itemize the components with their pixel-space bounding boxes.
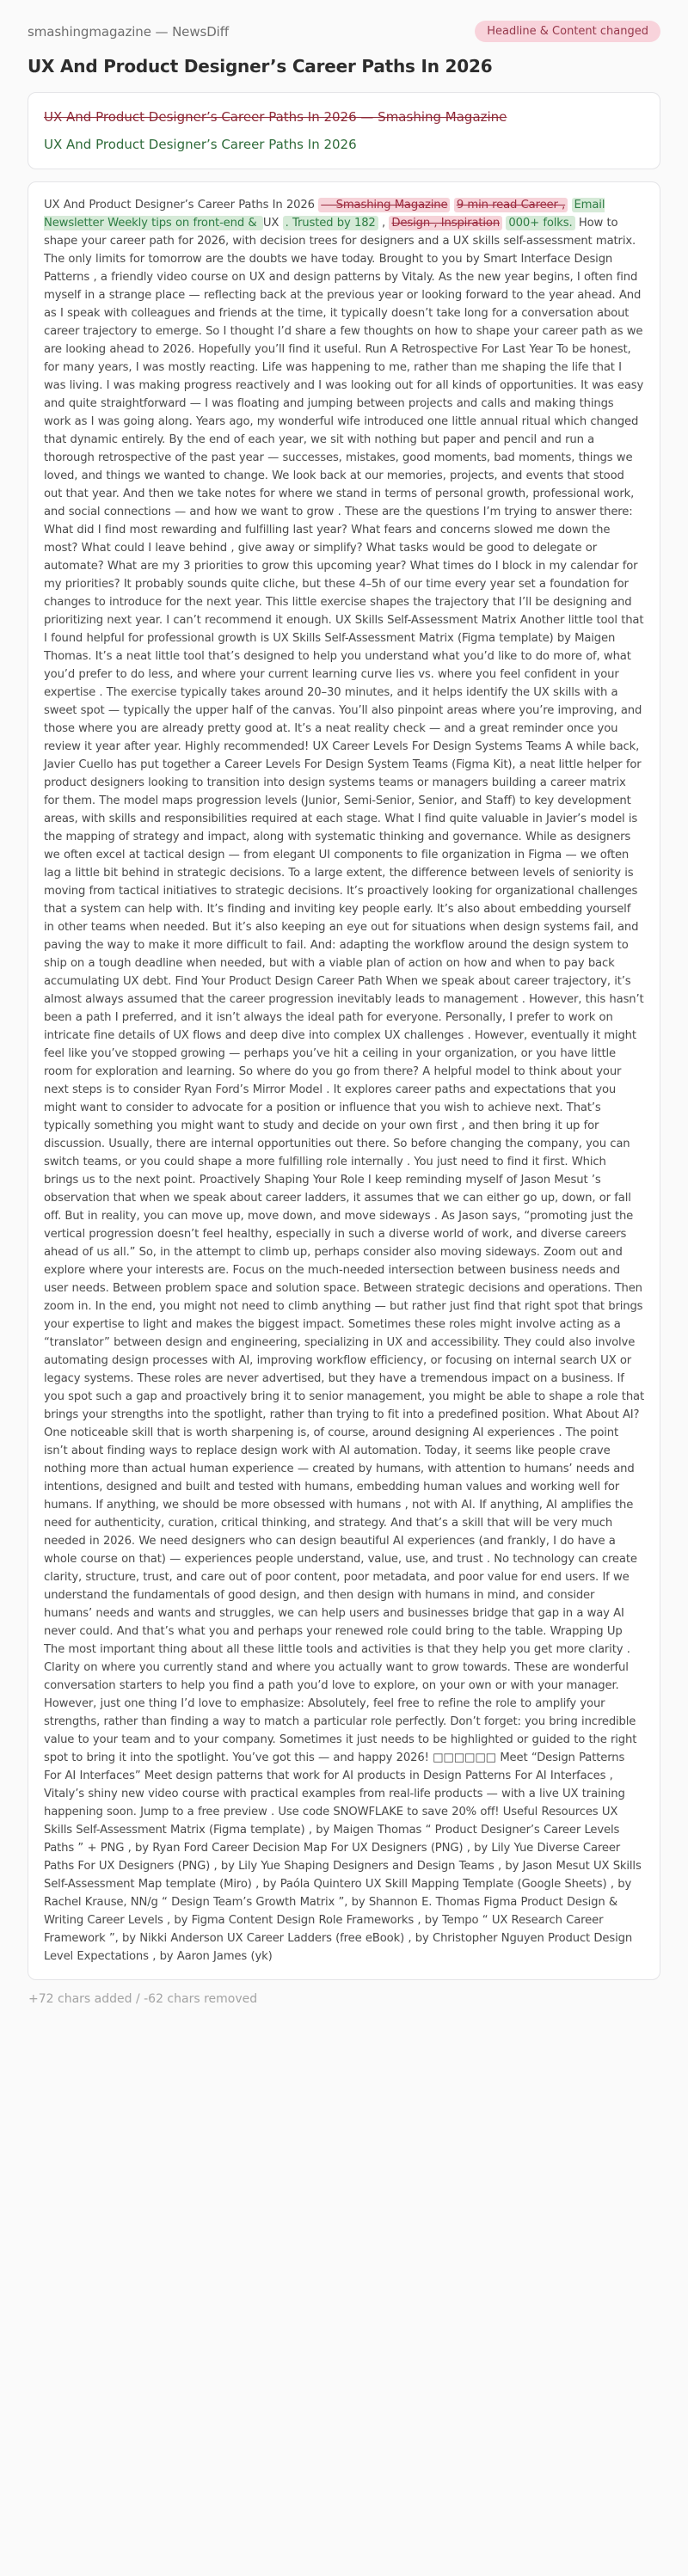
page-title: UX And Product Designer’s Career Paths In 2026 [28, 56, 493, 77]
diff-stats: +72 chars added / -62 chars removed [28, 1992, 258, 2006]
diff-segment-del: — Smashing Magazine [318, 198, 450, 212]
content-diff-text [44, 196, 644, 1966]
diff-segment-plain: UX And Product Designer’s Career Paths In 2026 [44, 199, 319, 212]
headline-diff-card [28, 92, 660, 169]
source-label: smashingmagazine — NewsDiff [28, 23, 230, 40]
diff-segment-plain: How to shape your career path for 2026, with decision trees for designers and a UX skills self-assessment matrix. The only limits for tomorrow are the doubts we have today. Brought to you by Smart Interface Design Patterns , a friendly video course on UX and design patterns by Vitaly. As the new year begins, I often find myself in a strange place — reflecting back at the previous year or looking forward to the year ahead. And as I speak with colleagues and friends at the time, it typically doesn’t take long for a conversation about career trajectory to emerge. So I thought I’d share a few thoughts on how to shape your career path as we are looking ahead to 2026. Hopefully you’ll find it useful. Run A Retrospective For Last Year To be honest, for many years, I was mostly reacting. Life was happening to me, rather than me shaping the life that I was living. I was making progress reactively and I was looking out for all kinds of opportunities. It was easy and quite straightforward — I was floating and jumping between projects and calls and making things work as I was going along. Years ago, my wonderful wife introduced one little annual ritual which changed that dynamic entirely. By the end of each year, we sit with nothing but paper and pencil and run a thorough retrospective of the past year — successes, mistakes, good moments, bad moments, things we loved, and things we wanted to change. We look back at our memories, projects, and events that stood out that year. And then we take notes for where we stand in terms of personal growth, professional work, and social connections — and how we want to grow . These are the questions I’m trying to answer there: What did I find most rewarding and fulfilling last year? What fears and concerns slowed me down the most? What could I leave behind , give away or simplify? What tasks would be good to delegate or automate? What are my 3 priorities to grow this upcoming year? What times do I block in my calendar for my priorities? It probably sounds quite cliche, but these 4–5h of our time every year set a foundation for changes to introduce for the next year. This little exercise shapes the trajectory that I’ll be designing and prioritizing next year. I can’t recommend it enough. UX Skills Self-Assessment Matrix Another little tool that I found helpful for professional growth is UX Skills Self-Assessment Matrix (Figma template) by Maigen Thomas. It’s a neat little tool that’s designed to help you understand what you’d like to do more of, what you’d prefer to do less, and where your current learning curve lies vs. where you feel confident in your expertise . The exercise typically takes around 20–30 minutes, and it helps identify the UX skills with a sweet spot — typically the upper half of the canvas. You’ll also pinpoint areas where you’re improving, and those where you are already pretty good at. It’s a neat reality check — and a great reminder once you review it year after year. Highly recommended! UX Career Levels For Design Systems Teams A while back, Javier Cuello has put together a Career Levels For Design System Teams (Figma Kit), a neat little helper for product designers looking to transition into design systems teams or managers building a career matrix for them. The model maps progression levels (Junior, Semi-Senior, Senior, and Staff) to key development areas, with skills and responsibilities required at each stage. What I find quite valuable in Javier’s model is the mapping of strategy and impact, along with systematic thinking and governance. While as designers we often excel at tactical design — from elegant UI components to file organization in Figma — we often lag a little bit behind in strategic decisions. To a large extent, the difference between levels of seniority is moving from tactical initiatives to strategic decisions. It’s proactively looking for organizational challenges that a system can help with. It’s finding and inviting key people early. It’s also about embedding yourself in other teams when needed. But it’s also keeping an eye out for situations when design systems fail, and paving the way to make it more difficult to fail. And: adapting the workflow around the design system to ship on a tough deadline when needed, but with a viable plan of action on how and when to pay back accumulating UX debt. Find Your Product Design Career Path When we speak about career trajectory, it’s almost always assumed that the career progression inevitably leads to management . However, this hasn’t been a path I preferred, and it isn’t always the ideal path for everyone. Personally, I prefer to work on intricate fine details of UX flows and deep dive into complex UX challenges . However, eventually it might feel like you’ve stopped growing — perhaps you’ve hit a ceiling in your organization, or you have little room for exploration and learning. So where do you go from there? A helpful model to think about your next steps is to consider Ryan Ford’s Mirror Model . It explores career paths and expectations that you might want to consider to advocate for a position or influence that you wish to achieve next. That’s typically something you might want to study and decide on your own first , and then bring it up for discussion. Usually, there are internal opportunities out there. So before changing the company, you can switch teams, or you could shape a more fulfilling role internally . You just need to find it first. Which brings us to the next point. Proactively Shaping Your Role I keep reminding myself of Jason Mesut ’s observation that when we speak about career ladders, it assumes that we can either go up, down, or fall off. But in reality, you can move up, move down, and move sideways . As Jason says, “promoting just the vertical progression doesn’t feel healthy, especially in such a diverse world of work, and diverse careers ahead of us all.” So, in the attempt to climb up, perhaps consider also moving sideways. Zoom out and explore where your interests are. Focus on the much-needed intersection between business needs and user needs. Between problem space and solution space. Between strategic decisions and operations. Then zoom in. In the end, you might not need to climb anything — but rather just find that right spot that brings your expertise to light and makes the biggest impact. Sometimes these roles might involve acting as a “translator” between design and engineering, specializing in UX and accessibility. They could also involve automating design processes with AI, improving workflow efficiency, or focusing on internal search UX or legacy systems. These roles are never advertised, but they have a tremendous impact on a business. If you spot such a gap and proactively bring it to senior management, you might be able to shape a role that brings your strengths into the spotlight, rather than trying to fit into a predefined position. What About AI? One noticeable skill that is worth sharpening is, of course, around designing AI experiences . The point isn’t about finding ways to replace design work with AI automation. Today, it seems like people crave nothing more than actual human experience — created by humans, with attention to humans’ needs and intentions, designed and built and tested with humans, embedding human values and working well for humans. If anything, we should be more obsessed with humans , not with AI. If anything, AI amplifies the need for authenticity, curation, critical thinking, and strategy. And that’s a skill that will be very much needed in 2026. We need designers who can design beautiful AI experiences (and frankly, I do have a whole course on that) — experiences people understand, value, use, and trust . No technology can create clarity, structure, trust, and care out of poor content, poor metadata, and poor value for end users. If we understand the fundamentals of good design, and then design with humans in mind, and consider humans’ needs and wants and struggles, we can help users and businesses bridge that gap in a way AI never could. And that’s what you and perhaps your renewed role could bring to the table. Wrapping Up The most important thing about all these little tools and activities is that they help you get more clarity . Clarity on where you currently stand and where you actually want to grow towards. These are wonderful conversation starters to help you find a path you’d love to explore, on your own or with your manager. However, just one thing I’d love to emphasize: Absolutely, feel free to refine the role to amplify your strengths, rather than finding a way to match a particular role perfectly. Don’t forget: you bring incredible value to your team and to your company. Sometimes it just needs to be highlighted or guided to the right spot to bring it into the spotlight. You’ve got this — and happy 2026! □□□□□□ Meet “Design Patterns For AI Interfaces” Meet design patterns that work for AI products in Design Patterns For AI Interfaces , Vitaly’s shiny new video course with practical examples from real-life products — with a live UX training happening soon. Jump to a free preview . Use code SNOWFLAKE to save 20% off! Useful Resources UX Skills Self-Assessment Matrix (Figma template) , by Maigen Thomas “ Product Designer’s Career Levels Paths ” + PNG , by Ryan Ford Career Decision Map For UX Designers (PNG) , by Lily Yue Diverse Career Paths For UX Designers (PNG) , by Lily Yue Shaping Designers and Design Teams , by Jason Mesut UX Skills Self-Assessment Map template (Miro) , by Paóla Quintero UX Skill Mapping Template (Google Sheets) , by Rachel Krause, NN/g “ Design Team’s Growth Matrix ”, by Shannon E. Thomas Figma Product Design & Writing Career Levels , by Figma Content Design Role Frameworks , by Tempo “ UX Research Career Framework ”, by Nikki Anderson UX Career Ladders (free eBook) , by Christopher Nguyen Product Design Level Expectations , by Aaron James (yk) [44, 217, 644, 1963]
headline-new-added: UX And Product Designer’s Career Paths In 2026 [44, 137, 357, 152]
diff-segment-plain [568, 199, 571, 212]
diff-segment-ins: Email Newsletter Weekly tips on front-end & [44, 199, 605, 230]
topbar [28, 21, 660, 42]
diff-segment-ins: 000+ folks. [506, 216, 574, 230]
content-diff-card [28, 181, 660, 1980]
status-badge: Headline & Content changed [475, 21, 660, 42]
diff-segment-del: 9 min read Career , [454, 198, 568, 212]
diff-segment-ins: . Trusted by 182 [283, 216, 378, 230]
diff-segment-plain: , [378, 217, 390, 230]
headline-old-removed: UX And Product Designer’s Career Paths In 2026 — Smashing Magazine [44, 109, 507, 125]
diff-segment-del: Design , Inspiration [389, 216, 502, 230]
diff-segment-plain: UX [262, 217, 283, 230]
